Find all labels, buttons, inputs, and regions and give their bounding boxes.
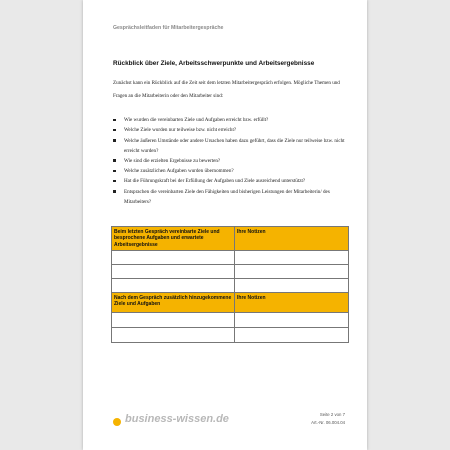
- list-item: [113, 125, 351, 135]
- notes-header: Ihre Notizen: [235, 293, 349, 313]
- notes-header: Ihre Notizen: [235, 227, 349, 251]
- question-list: [113, 115, 351, 207]
- agreed-goals-header: Beim letzten Gespräch vereinbarte Ziele und besprochene Aufgaben und erwartete Arbeitsergebnisse: [112, 227, 235, 251]
- bullet-icon: [113, 190, 116, 193]
- list-item-text: Welche Ziele wurden nur teilweise bzw. nicht erreicht?: [124, 127, 237, 134]
- list-item-text: Wie wurden die vereinbarten Ziele und Aufgaben erreicht bzw. erfüllt?: [124, 117, 269, 123]
- logo-dot-icon: [113, 418, 121, 426]
- additional-goals-header: Nach dem Gespräch zusätzlich hinzugekommene Ziele und Aufgaben: [112, 293, 235, 313]
- goal-cell[interactable]: [112, 328, 235, 343]
- table-header-row: [112, 293, 349, 313]
- additional-goals-table: [111, 292, 349, 343]
- list-item: [113, 136, 351, 156]
- intro-paragraph: Zunächst kann ein Rückblick auf die Zeit seit dem letzten Mitarbeitergespräch erfolgen. Mögliche Themen und Fragen an die Mitarbeiterin oder den Mitarbeiter sind:: [113, 80, 340, 99]
- list-item-text: Entsprachen die vereinbarten Ziele den Fähigkeiten und bisherigen Leistungen der Mitarbeiterin/ des Mitarbeiters?: [124, 188, 330, 205]
- agreed-goals-table: [111, 226, 349, 293]
- bullet-icon: [113, 119, 116, 122]
- table-row: [112, 279, 349, 293]
- goal-cell[interactable]: [112, 251, 235, 265]
- table-row: [112, 265, 349, 279]
- table-header-row: [112, 227, 349, 251]
- article-number: Art.-Nr. 06.004.04: [311, 419, 345, 425]
- goal-cell[interactable]: [112, 265, 235, 279]
- notes-cell[interactable]: [235, 265, 349, 279]
- goal-cell[interactable]: [112, 313, 235, 328]
- notes-cell[interactable]: [235, 279, 349, 293]
- list-item: [113, 176, 351, 186]
- bullet-icon: [113, 159, 116, 162]
- goal-cell[interactable]: [112, 279, 235, 293]
- table-row: [112, 313, 349, 328]
- bullet-icon: [113, 180, 116, 183]
- list-item-text: Wie sind die erzielten Ergebnisse zu bewerten?: [124, 157, 221, 164]
- bullet-icon: [113, 170, 116, 173]
- list-item: [113, 187, 351, 207]
- footer-logo: business-wissen.de: [125, 413, 229, 425]
- list-item-text: Hat die Führungskraft bei der Erfüllung der Aufgaben und Ziele ausreichend unterstützt?: [124, 178, 306, 185]
- document-header: Gesprächsleitfaden für Mitarbeitergespräche: [113, 25, 224, 31]
- notes-cell[interactable]: [235, 251, 349, 265]
- list-item-text: Welche äußeren Umstände oder andere Ursachen haben dazu geführt, dass die Ziele nur teilweise bzw. nicht erreicht wurden?: [124, 137, 345, 154]
- section-title: Rückblick über Ziele, Arbeitsschwerpunkte und Arbeitsergebnisse: [113, 60, 315, 67]
- page-number: Seite 2 von 7: [319, 412, 345, 417]
- footer-meta: [311, 411, 345, 426]
- bullet-icon: [113, 139, 116, 142]
- list-item-text: Welche zusätzlichen Aufgaben wurden übernommen?: [124, 168, 234, 175]
- list-item: [113, 115, 351, 125]
- notes-cell[interactable]: [235, 313, 349, 328]
- table-row: [112, 251, 349, 265]
- document-page: [83, 0, 367, 450]
- list-item: [113, 156, 351, 166]
- list-item: [113, 166, 351, 176]
- notes-cell[interactable]: [235, 328, 349, 343]
- table-row: [112, 328, 349, 343]
- bullet-icon: [113, 129, 116, 132]
